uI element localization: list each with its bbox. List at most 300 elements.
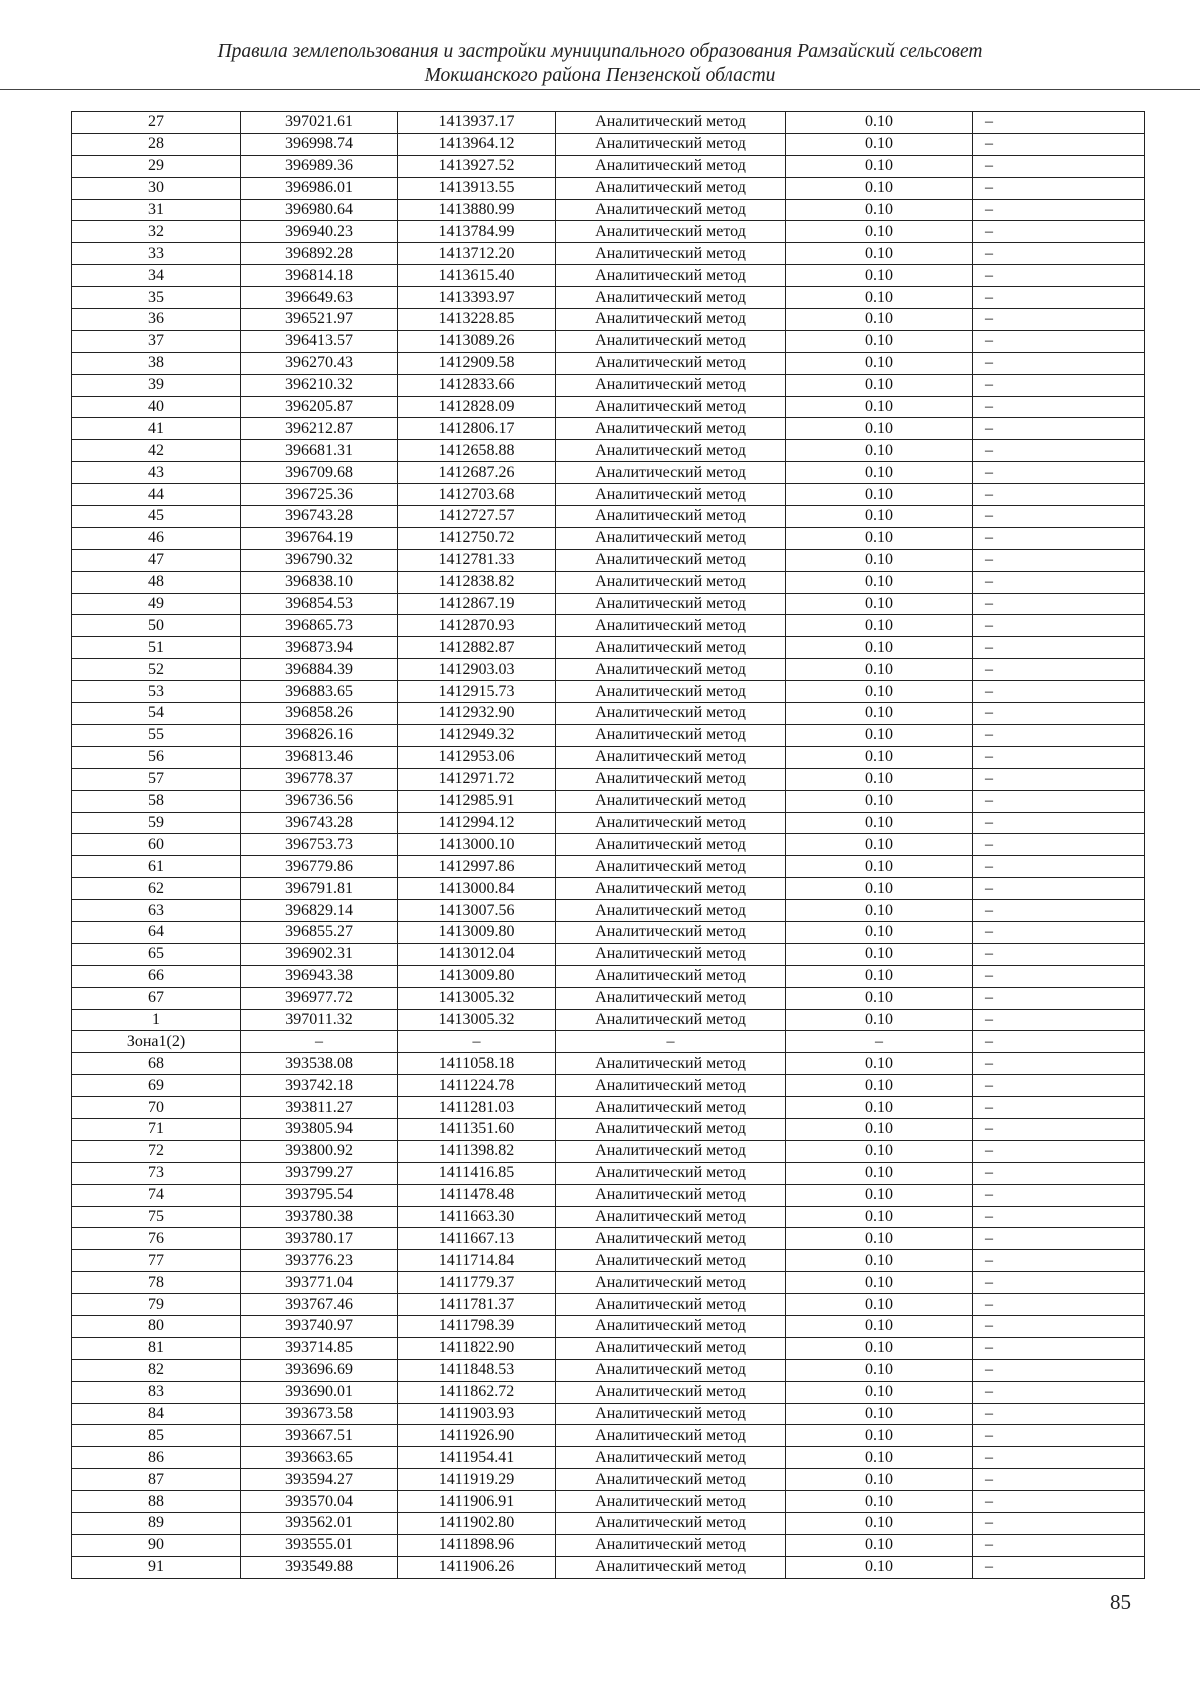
point-number-cell: 32 <box>72 221 241 243</box>
page-number: 85 <box>1110 1590 1131 1614</box>
y-coordinate-cell: 1411663.30 <box>398 1206 556 1228</box>
note-cell: – <box>973 768 1145 790</box>
method-cell: Аналитический метод <box>556 571 786 593</box>
accuracy-cell: 0.10 <box>786 1075 973 1097</box>
y-coordinate-cell: 1413615.40 <box>398 265 556 287</box>
point-number-cell: 81 <box>72 1337 241 1359</box>
method-cell: Аналитический метод <box>556 790 786 812</box>
method-cell: Аналитический метод <box>556 921 786 943</box>
table-row <box>72 746 1145 768</box>
accuracy-cell: 0.10 <box>786 746 973 768</box>
note-cell: – <box>973 440 1145 462</box>
accuracy-cell: 0.10 <box>786 418 973 440</box>
x-coordinate-cell: 396649.63 <box>241 287 398 309</box>
point-number-cell: 37 <box>72 330 241 352</box>
method-cell: Аналитический метод <box>556 1469 786 1491</box>
y-coordinate-cell: 1411822.90 <box>398 1337 556 1359</box>
note-cell: – <box>973 615 1145 637</box>
note-cell: – <box>973 309 1145 331</box>
x-coordinate-cell: 396205.87 <box>241 396 398 418</box>
x-coordinate-cell: 396709.68 <box>241 462 398 484</box>
note-cell: – <box>973 287 1145 309</box>
method-cell: Аналитический метод <box>556 1359 786 1381</box>
x-coordinate-cell: 396977.72 <box>241 987 398 1009</box>
table-row <box>72 396 1145 418</box>
table-row <box>72 1294 1145 1316</box>
y-coordinate-cell: 1411906.91 <box>398 1491 556 1513</box>
point-number-cell: 31 <box>72 199 241 221</box>
accuracy-cell: 0.10 <box>786 243 973 265</box>
point-number-cell: 48 <box>72 571 241 593</box>
accuracy-cell: 0.10 <box>786 593 973 615</box>
note-cell: – <box>973 900 1145 922</box>
method-cell: Аналитический метод <box>556 1381 786 1403</box>
method-cell: Аналитический метод <box>556 1294 786 1316</box>
y-coordinate-cell: 1411862.72 <box>398 1381 556 1403</box>
point-number-cell: 55 <box>72 724 241 746</box>
y-coordinate-cell: 1412828.09 <box>398 396 556 418</box>
note-cell: – <box>973 1425 1145 1447</box>
note-cell: – <box>973 462 1145 484</box>
note-cell: – <box>973 1315 1145 1337</box>
point-number-cell: 66 <box>72 965 241 987</box>
note-cell: – <box>973 1184 1145 1206</box>
y-coordinate-cell: 1412882.87 <box>398 637 556 659</box>
y-coordinate-cell: 1411667.13 <box>398 1228 556 1250</box>
point-number-cell: 72 <box>72 1140 241 1162</box>
accuracy-cell: 0.10 <box>786 155 973 177</box>
note-cell: – <box>973 856 1145 878</box>
table-row <box>72 659 1145 681</box>
accuracy-cell: 0.10 <box>786 1053 973 1075</box>
note-cell: – <box>973 1272 1145 1294</box>
point-number-cell: 60 <box>72 834 241 856</box>
table-row <box>72 790 1145 812</box>
note-cell: – <box>973 1534 1145 1556</box>
table-row <box>72 440 1145 462</box>
y-coordinate-cell: 1413913.55 <box>398 177 556 199</box>
x-coordinate-cell: 393667.51 <box>241 1425 398 1447</box>
note-cell: – <box>973 1556 1145 1578</box>
table-row <box>72 1469 1145 1491</box>
x-coordinate-cell: 396270.43 <box>241 352 398 374</box>
x-coordinate-cell: 393811.27 <box>241 1097 398 1119</box>
method-cell: Аналитический метод <box>556 155 786 177</box>
x-coordinate-cell: 396838.10 <box>241 571 398 593</box>
accuracy-cell: 0.10 <box>786 812 973 834</box>
y-coordinate-cell: 1413005.32 <box>398 987 556 1009</box>
note-cell: – <box>973 1403 1145 1425</box>
method-cell: Аналитический метод <box>556 1403 786 1425</box>
table-row <box>72 615 1145 637</box>
y-coordinate-cell: 1411954.41 <box>398 1447 556 1469</box>
y-coordinate-cell: 1412703.68 <box>398 484 556 506</box>
y-coordinate-cell: 1412838.82 <box>398 571 556 593</box>
table-row <box>72 943 1145 965</box>
table-row <box>72 1534 1145 1556</box>
y-coordinate-cell: 1412867.19 <box>398 593 556 615</box>
coordinates-table-body <box>72 112 1145 1579</box>
method-cell: Аналитический метод <box>556 746 786 768</box>
x-coordinate-cell: 393742.18 <box>241 1075 398 1097</box>
method-cell: Аналитический метод <box>556 1491 786 1513</box>
accuracy-cell: 0.10 <box>786 396 973 418</box>
point-number-cell: 59 <box>72 812 241 834</box>
y-coordinate-cell: 1411058.18 <box>398 1053 556 1075</box>
note-cell: – <box>973 681 1145 703</box>
x-coordinate-cell: 396855.27 <box>241 921 398 943</box>
point-number-cell: 30 <box>72 177 241 199</box>
table-row <box>72 1097 1145 1119</box>
accuracy-cell: 0.10 <box>786 177 973 199</box>
y-coordinate-cell: 1413007.56 <box>398 900 556 922</box>
x-coordinate-cell: 396743.28 <box>241 812 398 834</box>
accuracy-cell: 0.10 <box>786 287 973 309</box>
x-coordinate-cell: 396778.37 <box>241 768 398 790</box>
table-row <box>72 1118 1145 1140</box>
method-cell: Аналитический метод <box>556 527 786 549</box>
x-coordinate-cell: 393800.92 <box>241 1140 398 1162</box>
x-coordinate-cell: 396873.94 <box>241 637 398 659</box>
point-number-cell: 36 <box>72 309 241 331</box>
accuracy-cell: 0.10 <box>786 1228 973 1250</box>
y-coordinate-cell: 1411779.37 <box>398 1272 556 1294</box>
note-cell: – <box>973 834 1145 856</box>
note-cell: – <box>973 593 1145 615</box>
y-coordinate-cell: 1412997.86 <box>398 856 556 878</box>
accuracy-cell: 0.10 <box>786 484 973 506</box>
note-cell: – <box>973 1381 1145 1403</box>
y-coordinate-cell: 1412903.03 <box>398 659 556 681</box>
note-cell: – <box>973 1469 1145 1491</box>
y-coordinate-cell: 1412932.90 <box>398 703 556 725</box>
point-number-cell: 27 <box>72 112 241 134</box>
accuracy-cell: 0.10 <box>786 133 973 155</box>
x-coordinate-cell: 396892.28 <box>241 243 398 265</box>
point-number-cell: 90 <box>72 1534 241 1556</box>
y-coordinate-cell: 1413089.26 <box>398 330 556 352</box>
point-number-cell: 57 <box>72 768 241 790</box>
accuracy-cell: 0.10 <box>786 1469 973 1491</box>
y-coordinate-cell: 1411478.48 <box>398 1184 556 1206</box>
table-row <box>72 1381 1145 1403</box>
table-row <box>72 1053 1145 1075</box>
x-coordinate-cell: 396943.38 <box>241 965 398 987</box>
note-cell: – <box>973 1097 1145 1119</box>
point-number-cell: 84 <box>72 1403 241 1425</box>
accuracy-cell: 0.10 <box>786 987 973 1009</box>
table-row <box>72 593 1145 615</box>
table-row <box>72 856 1145 878</box>
point-number-cell: 53 <box>72 681 241 703</box>
accuracy-cell: 0.10 <box>786 1184 973 1206</box>
point-number-cell: 69 <box>72 1075 241 1097</box>
point-number-cell: 78 <box>72 1272 241 1294</box>
accuracy-cell: 0.10 <box>786 1206 973 1228</box>
table-row <box>72 965 1145 987</box>
header-rule <box>0 89 1200 90</box>
note-cell: – <box>973 1359 1145 1381</box>
accuracy-cell: 0.10 <box>786 724 973 746</box>
table-row <box>72 571 1145 593</box>
y-coordinate-cell: 1413009.80 <box>398 965 556 987</box>
point-number-cell: 52 <box>72 659 241 681</box>
point-number-cell: 75 <box>72 1206 241 1228</box>
method-cell: Аналитический метод <box>556 768 786 790</box>
note-cell: – <box>973 790 1145 812</box>
accuracy-cell: 0.10 <box>786 199 973 221</box>
x-coordinate-cell: 396940.23 <box>241 221 398 243</box>
x-coordinate-cell: 393740.97 <box>241 1315 398 1337</box>
header-title-line-1: Правила землепользования и застройки муниципального образования Рамзайский сельсовет <box>217 41 983 62</box>
method-cell: Аналитический метод <box>556 462 786 484</box>
method-cell: Аналитический метод <box>556 287 786 309</box>
point-number-cell: 68 <box>72 1053 241 1075</box>
x-coordinate-cell: 396854.53 <box>241 593 398 615</box>
table-row <box>72 1425 1145 1447</box>
x-coordinate-cell: 396790.32 <box>241 549 398 571</box>
note-cell: – <box>973 133 1145 155</box>
accuracy-cell: 0.10 <box>786 1294 973 1316</box>
table-row <box>72 1140 1145 1162</box>
note-cell: – <box>973 1075 1145 1097</box>
table-row <box>72 1162 1145 1184</box>
accuracy-cell: 0.10 <box>786 1425 973 1447</box>
point-number-cell: 33 <box>72 243 241 265</box>
note-cell: – <box>973 1162 1145 1184</box>
y-coordinate-cell: 1413927.52 <box>398 155 556 177</box>
note-cell: – <box>973 506 1145 528</box>
method-cell: Аналитический метод <box>556 1206 786 1228</box>
x-coordinate-cell: 396829.14 <box>241 900 398 922</box>
table-row <box>72 878 1145 900</box>
point-number-cell: 29 <box>72 155 241 177</box>
table-row <box>72 221 1145 243</box>
table-row <box>72 527 1145 549</box>
x-coordinate-cell: 393562.01 <box>241 1513 398 1535</box>
point-number-cell: 67 <box>72 987 241 1009</box>
method-cell: Аналитический метод <box>556 1272 786 1294</box>
y-coordinate-cell: 1412971.72 <box>398 768 556 790</box>
x-coordinate-cell: 393767.46 <box>241 1294 398 1316</box>
y-coordinate-cell: 1412985.91 <box>398 790 556 812</box>
x-coordinate-cell: 397021.61 <box>241 112 398 134</box>
y-coordinate-cell: 1411848.53 <box>398 1359 556 1381</box>
y-coordinate-cell: 1413712.20 <box>398 243 556 265</box>
table-row <box>72 1009 1145 1031</box>
accuracy-cell: 0.10 <box>786 1491 973 1513</box>
x-coordinate-cell: 396902.31 <box>241 943 398 965</box>
method-cell: Аналитический метод <box>556 1118 786 1140</box>
y-coordinate-cell: 1412658.88 <box>398 440 556 462</box>
y-coordinate-cell: 1412909.58 <box>398 352 556 374</box>
point-number-cell: 49 <box>72 593 241 615</box>
accuracy-cell: 0.10 <box>786 1513 973 1535</box>
y-coordinate-cell: 1411398.82 <box>398 1140 556 1162</box>
y-coordinate-cell: 1413000.10 <box>398 834 556 856</box>
method-cell: Аналитический метод <box>556 856 786 878</box>
method-cell: Аналитический метод <box>556 1097 786 1119</box>
method-cell: Аналитический метод <box>556 330 786 352</box>
table-row <box>72 506 1145 528</box>
x-coordinate-cell: 396413.57 <box>241 330 398 352</box>
point-number-cell: 43 <box>72 462 241 484</box>
accuracy-cell: 0.10 <box>786 1250 973 1272</box>
note-cell: – <box>973 1140 1145 1162</box>
accuracy-cell: 0.10 <box>786 112 973 134</box>
accuracy-cell: 0.10 <box>786 549 973 571</box>
method-cell: Аналитический метод <box>556 221 786 243</box>
table-row <box>72 1359 1145 1381</box>
x-coordinate-cell: 396212.87 <box>241 418 398 440</box>
x-coordinate-cell: 396779.86 <box>241 856 398 878</box>
point-number-cell: 86 <box>72 1447 241 1469</box>
x-coordinate-cell: 393696.69 <box>241 1359 398 1381</box>
method-cell: Аналитический метод <box>556 1315 786 1337</box>
x-coordinate-cell: – <box>241 1031 398 1053</box>
point-number-cell: 77 <box>72 1250 241 1272</box>
table-row <box>72 703 1145 725</box>
table-row <box>72 1556 1145 1578</box>
accuracy-cell: 0.10 <box>786 703 973 725</box>
point-number-cell: 54 <box>72 703 241 725</box>
note-cell: – <box>973 637 1145 659</box>
point-number-cell: 34 <box>72 265 241 287</box>
method-cell: Аналитический метод <box>556 1009 786 1031</box>
table-row <box>72 1272 1145 1294</box>
y-coordinate-cell: 1413784.99 <box>398 221 556 243</box>
accuracy-cell: 0.10 <box>786 1359 973 1381</box>
method-cell: Аналитический метод <box>556 112 786 134</box>
y-coordinate-cell: 1413880.99 <box>398 199 556 221</box>
note-cell: – <box>973 177 1145 199</box>
accuracy-cell: 0.10 <box>786 374 973 396</box>
accuracy-cell: 0.10 <box>786 1272 973 1294</box>
x-coordinate-cell: 396858.26 <box>241 703 398 725</box>
method-cell: Аналитический метод <box>556 374 786 396</box>
y-coordinate-cell: 1412687.26 <box>398 462 556 484</box>
method-cell: Аналитический метод <box>556 878 786 900</box>
point-number-cell: 42 <box>72 440 241 462</box>
table-row <box>72 1315 1145 1337</box>
accuracy-cell: 0.10 <box>786 462 973 484</box>
x-coordinate-cell: 393690.01 <box>241 1381 398 1403</box>
method-cell: Аналитический метод <box>556 703 786 725</box>
method-cell: Аналитический метод <box>556 593 786 615</box>
note-cell: – <box>973 243 1145 265</box>
method-cell: Аналитический метод <box>556 681 786 703</box>
accuracy-cell: 0.10 <box>786 527 973 549</box>
x-coordinate-cell: 396989.36 <box>241 155 398 177</box>
table-row <box>72 1228 1145 1250</box>
accuracy-cell: 0.10 <box>786 221 973 243</box>
y-coordinate-cell: 1411281.03 <box>398 1097 556 1119</box>
note-cell: – <box>973 418 1145 440</box>
x-coordinate-cell: 393555.01 <box>241 1534 398 1556</box>
method-cell: Аналитический метод <box>556 1184 786 1206</box>
y-coordinate-cell: 1412953.06 <box>398 746 556 768</box>
point-number-cell: 79 <box>72 1294 241 1316</box>
point-number-cell: 73 <box>72 1162 241 1184</box>
accuracy-cell: 0.10 <box>786 352 973 374</box>
coordinates-table <box>71 111 1145 1579</box>
method-cell: Аналитический метод <box>556 965 786 987</box>
table-row <box>72 724 1145 746</box>
method-cell: Аналитический метод <box>556 177 786 199</box>
x-coordinate-cell: 396865.73 <box>241 615 398 637</box>
table-row <box>72 133 1145 155</box>
point-number-cell: 51 <box>72 637 241 659</box>
table-row <box>72 374 1145 396</box>
point-number-cell: 40 <box>72 396 241 418</box>
table-row <box>72 768 1145 790</box>
note-cell: – <box>973 527 1145 549</box>
y-coordinate-cell: 1413009.80 <box>398 921 556 943</box>
table-row <box>72 637 1145 659</box>
method-cell: Аналитический метод <box>556 396 786 418</box>
y-coordinate-cell: 1411798.39 <box>398 1315 556 1337</box>
note-cell: – <box>973 812 1145 834</box>
note-cell: – <box>973 1053 1145 1075</box>
x-coordinate-cell: 396521.97 <box>241 309 398 331</box>
table-row <box>72 1206 1145 1228</box>
note-cell: – <box>973 199 1145 221</box>
method-cell: Аналитический метод <box>556 549 786 571</box>
y-coordinate-cell: 1412833.66 <box>398 374 556 396</box>
note-cell: – <box>973 265 1145 287</box>
method-cell: Аналитический метод <box>556 1053 786 1075</box>
table-row <box>72 287 1145 309</box>
accuracy-cell: – <box>786 1031 973 1053</box>
x-coordinate-cell: 393795.54 <box>241 1184 398 1206</box>
point-number-cell: 58 <box>72 790 241 812</box>
accuracy-cell: 0.10 <box>786 571 973 593</box>
table-row <box>72 484 1145 506</box>
note-cell: – <box>973 659 1145 681</box>
x-coordinate-cell: 396791.81 <box>241 878 398 900</box>
point-number-cell: 87 <box>72 1469 241 1491</box>
y-coordinate-cell: 1413000.84 <box>398 878 556 900</box>
y-coordinate-cell: 1411926.90 <box>398 1425 556 1447</box>
point-number-cell: 50 <box>72 615 241 637</box>
method-cell: Аналитический метод <box>556 1140 786 1162</box>
accuracy-cell: 0.10 <box>786 834 973 856</box>
method-cell: Аналитический метод <box>556 243 786 265</box>
note-cell: – <box>973 943 1145 965</box>
x-coordinate-cell: 393673.58 <box>241 1403 398 1425</box>
y-coordinate-cell: 1411902.80 <box>398 1513 556 1535</box>
method-cell: Аналитический метод <box>556 506 786 528</box>
method-cell: Аналитический метод <box>556 484 786 506</box>
method-cell: Аналитический метод <box>556 1228 786 1250</box>
table-row <box>72 921 1145 943</box>
y-coordinate-cell: 1411714.84 <box>398 1250 556 1272</box>
accuracy-cell: 0.10 <box>786 965 973 987</box>
method-cell: Аналитический метод <box>556 199 786 221</box>
note-cell: – <box>973 352 1145 374</box>
table-row <box>72 352 1145 374</box>
y-coordinate-cell: 1413937.17 <box>398 112 556 134</box>
accuracy-cell: 0.10 <box>786 1140 973 1162</box>
point-number-cell: 70 <box>72 1097 241 1119</box>
method-cell: Аналитический метод <box>556 900 786 922</box>
x-coordinate-cell: 393594.27 <box>241 1469 398 1491</box>
table-row <box>72 1250 1145 1272</box>
y-coordinate-cell: 1413012.04 <box>398 943 556 965</box>
accuracy-cell: 0.10 <box>786 659 973 681</box>
accuracy-cell: 0.10 <box>786 878 973 900</box>
accuracy-cell: 0.10 <box>786 506 973 528</box>
